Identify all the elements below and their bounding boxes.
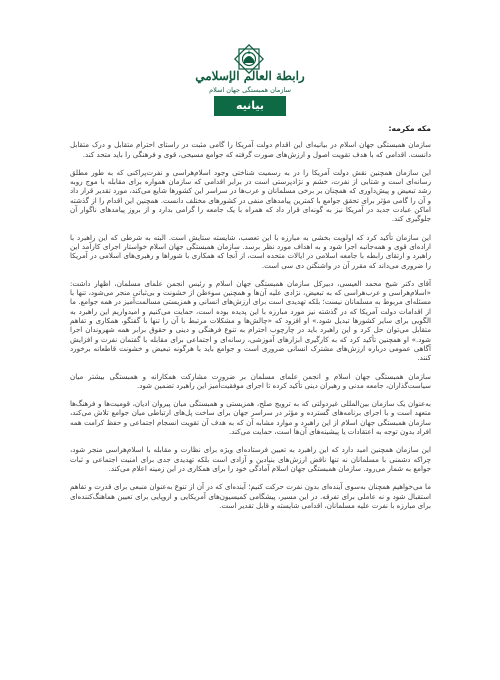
paragraph: به‌عنوان یک سازمان بین‌المللی غیردولتی که به ترویج صلح، همزیستی و همبستگی میان پیروان ادیان، قومیت‌ها و فرهنگ‌ها متعهد است و با اجرای برنامه‌های گسترده و مؤثر در سراسر جهان برای ساخت پل‌های ارتباطی میان جوامع تلاش می‌کند، سازمان همبستگی جهان اسلام از این راهبرد و موارد مشابه آن که به هدف آن تقویت انسجام اجتماعی و حفظ کرامت همه افراد بدون توجه به اعتقادات یا پیشینه‌های آن‌ها است، حمایت می‌کند. (70, 399, 431, 437)
organization-name: رابطة العالم الإسلامي (195, 69, 305, 83)
paragraph: سازمان همبستگی جهان اسلام در بیانیه‌ای این اقدام دولت آمریکا را گامی مثبت در راستای احترام متقابل و درک متقابل دانست. اقدامی که با هدف تقویت اصول و ارزش‌های صورت گرفته که جوامع مسیحی، قوی و فرهنگی را باید متحد کند. (70, 140, 431, 159)
organization-subtitle: سازمان همبستگی جهان اسلام (209, 86, 291, 94)
paragraph: این سازمان تأکید کرد که اولویت بخشی به مبارزه با این تعصب، شایسته ستایش است. البته به شرطی که این راهبرد با اراده‌ای قوی و همه‌جانبه اجرا شود و به اهداف مورد نظر برسد. سازمان همبستگی جهان اسلام خواستار اجرای کارآمد این راهبرد و ارتقای رابطه با جامعه اسلامی در ایالات متحده است، از آنجا که همکاری با شوراها و رهبری‌های اسلامی در آمریکا را ضروری می‌داند که مقرر آن در واشنگتن دی سی است. (70, 232, 431, 270)
statement-body (70, 124, 431, 672)
paragraph: ما می‌خواهیم همچنان به‌سوی آینده‌ای بدون نفرت حرکت کنیم؛ آینده‌ای که در آن از تنوع به‌عنوان منبعی برای قدرت و تفاهم استقبال شود و نه عاملی برای تفرقه. در این مسیر، پیشگامی کمیسیون‌های آمریکایی و اروپایی برای تعیین هماهنگ‌کننده‌ای برای مبارزه با نفرت علیه مسلمانان، اقدامی شایسته و قابل تقدیر است. (70, 482, 431, 510)
salutation: مکه مکرمه: (388, 124, 431, 133)
statement-banner: بیانیه (214, 96, 286, 116)
paragraph: این سازمان همچنین نقش دولت آمریکا را در به رسمیت شناختی وجود اسلام‌هراسی و نفرت‌پراکنی که به طور مطلق رسانه‌ای است و شتابی از نفرت، خشم و نژادپرستی است در برابر اقدامی که سازمان همواره برای مقابله با موج روبه رشد تبعیض و پیش‌داوری که همچنان بر برخی مسلمانان و عرب‌ها در سراسر این کشورها شایع می‌کند، مورد تقدیر قرار داد و آن را گامی مؤثر برای تحقق جوامع با کمترین پیامدهای منفی در کشورهای مختلف دانست. همچنین این اقدام را از گذشته اماکن عبادت جدید در آمریکا نیز به گونه‌ای قرار داد که همراه با یک جامعه را گرامی بدارد و از بروز پیامدهای ناگوار آن جلوگیری کند. (70, 167, 431, 224)
paragraph: این سازمان همچنین امید دارد که این راهبرد به تعیین فرستاده‌ای ویژه برای نظارت و مقابله با اسلام‌هراسی منجر شود، چراکه دشمنی با مسلمانان نه تنها ناقض ارزش‌های بنیادین و آزادی است بلکه تهدیدی جدی برای امنیت اجتماعی و ثبات جوامع به شمار می‌رود. سازمان همبستگی جهان اسلام آمادگی خود را برای همکاری در این زمینه اعلام می‌کند. (70, 445, 431, 473)
paragraph: سازمان همبستگی جهان اسلام و انجمن علمای مسلمان بر ضرورت مشارکت همکارانه و همبستگی بیشتر میان سیاست‌گذاران، جامعه مدنی و رهبران دینی تأکید کرده تا اجرای موفقیت‌آمیز این راهبرد تضمین شود. (70, 371, 431, 390)
paragraph: آقای دکتر شیخ محمد العیسی، دبیرکل سازمان همبستگی جهان اسلام و رئیس انجمن علمای مسلمان، اظهار داشت: «اسلام‌هراسی و عرب‌هراسی که به تبعیض، نژادی علیه آن‌ها و همچنین سوء‌ظن از خشونت و بی‌ثباتی منجر می‌شود، تنها با مسئله‌ای مربوط به مسلمانان نیست؛ بلکه تهدیدی است برای ارزش‌های انسانی و همزیستی مسالمت‌آمیز در همه جوامع. ما از اقدامات دولت آمریکا که در گذشته نیز مورد مبارزه با این پدیده بوده است، حمایت می‌کنیم و امیدواریم این راهبرد به الگویی برای سایر کشورها تبدیل شود.» او افزود که «چالش‌ها و مشکلات مرتبط با آن را تنها با گفتگو، همکاری و تفاهم متقابل می‌توان حل کرد و این راهبرد باید در چارچوب احترام به تنوع فرهنگی و دینی و حقوق برابر همه شهروندان اجرا شود.» او همچنین تأکید کرد که به کارگیری ابزارهای آموزشی، رسانه‌ای و اجتماعی برای مقابله با گفتمان نفرت و افزایش آگاهی عمومی درباره ارزش‌های مشترک انسانی ضروری است و جوامع باید با هرگونه تبعیض و خشونت قاطعانه برخورد کنند. (70, 278, 431, 363)
letterhead (0, 0, 500, 122)
